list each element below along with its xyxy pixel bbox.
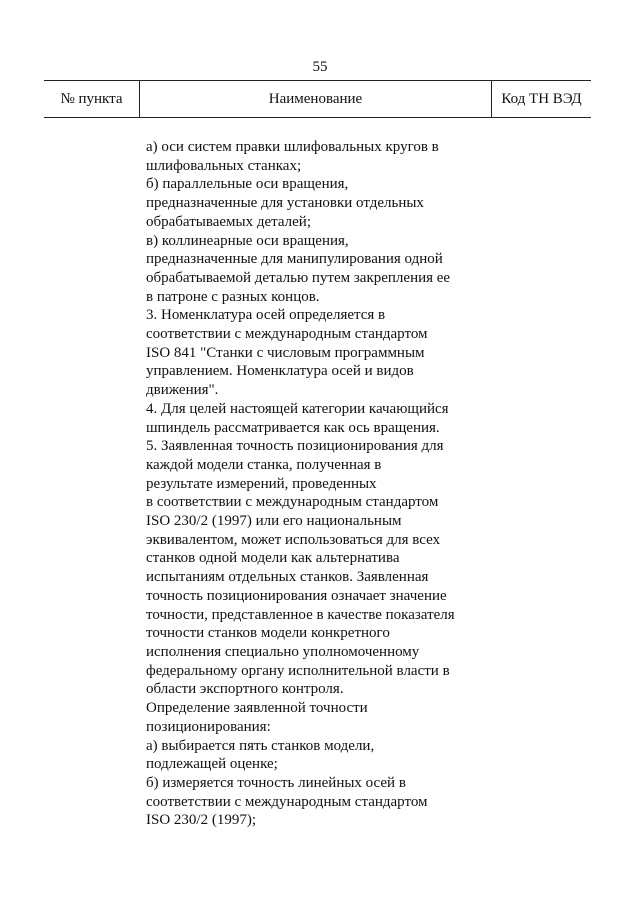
- text-line: в патроне с разных концов.: [146, 288, 320, 305]
- text-line: предназначенные для манипулирования одной: [146, 251, 443, 268]
- text-line: обрабатываемых деталей;: [146, 213, 311, 230]
- text-line: результате измерений, проведенных: [146, 475, 377, 492]
- text-line: ISO 841 "Станки с числовым программным: [146, 344, 425, 361]
- text-line: позиционирования:: [146, 718, 271, 735]
- text-line: управлением. Номенклатура осей и видов: [146, 363, 414, 380]
- text-line: исполнения специально уполномоченному: [146, 643, 420, 660]
- text-line: в соответствии с международным стандартом: [146, 494, 439, 511]
- text-line: 5. Заявленная точность позиционирования для: [146, 438, 444, 455]
- text-line: соответствии с международным стандартом: [146, 793, 428, 810]
- text-line: 4. Для целей настоящей категории качающийся: [146, 400, 449, 417]
- page-number: 55: [312, 59, 328, 75]
- text-line: движения".: [146, 382, 219, 399]
- text-line: точность позиционирования означает значение: [146, 587, 447, 604]
- document-body-text: [146, 138, 486, 830]
- text-line: в) коллинеарные оси вращения,: [146, 232, 349, 249]
- text-line: подлежащей оценке;: [146, 756, 278, 773]
- text-line: области экспортного контроля.: [146, 681, 344, 698]
- column-header-name: Наименование: [140, 81, 492, 117]
- text-line: точности станков модели конкретного: [146, 625, 390, 642]
- text-line: обрабатываемой деталью путем закрепления ее: [146, 269, 451, 286]
- column-header-tn-ved-code: Код ТН ВЭД: [501, 90, 582, 107]
- text-line: ISO 230/2 (1997);: [146, 812, 256, 829]
- text-line: 3. Номенклатура осей определяется в: [146, 307, 386, 324]
- text-line: шпиндель рассматривается как ось вращения.: [146, 419, 440, 436]
- text-line: а) выбирается пять станков модели,: [146, 737, 375, 754]
- text-line: б) измеряется точность линейных осей в: [146, 774, 406, 791]
- text-line: шлифовальных станках;: [146, 157, 302, 174]
- text-line: федеральному органу исполнительной власти в: [146, 662, 450, 679]
- column-header-item-number: № пункта: [44, 81, 140, 117]
- text-line: б) параллельные оси вращения,: [146, 176, 349, 193]
- text-line: испытаниям отдельных станков. Заявленная: [146, 569, 429, 586]
- text-line: предназначенные для установки отдельных: [146, 195, 424, 212]
- text-line: станков одной модели как альтернатива: [146, 550, 400, 567]
- text-line: соответствии с международным стандартом: [146, 326, 428, 343]
- text-line: точности, представленное в качестве показателя: [146, 606, 455, 623]
- table-header: [44, 80, 591, 118]
- text-line: эквивалентом, может использоваться для всех: [146, 531, 441, 548]
- text-line: Определение заявленной точности: [146, 700, 368, 717]
- text-line: а) оси систем правки шлифовальных кругов в: [146, 139, 439, 155]
- text-line: каждой модели станка, полученная в: [146, 456, 382, 473]
- text-line: ISO 230/2 (1997) или его национальным: [146, 513, 402, 530]
